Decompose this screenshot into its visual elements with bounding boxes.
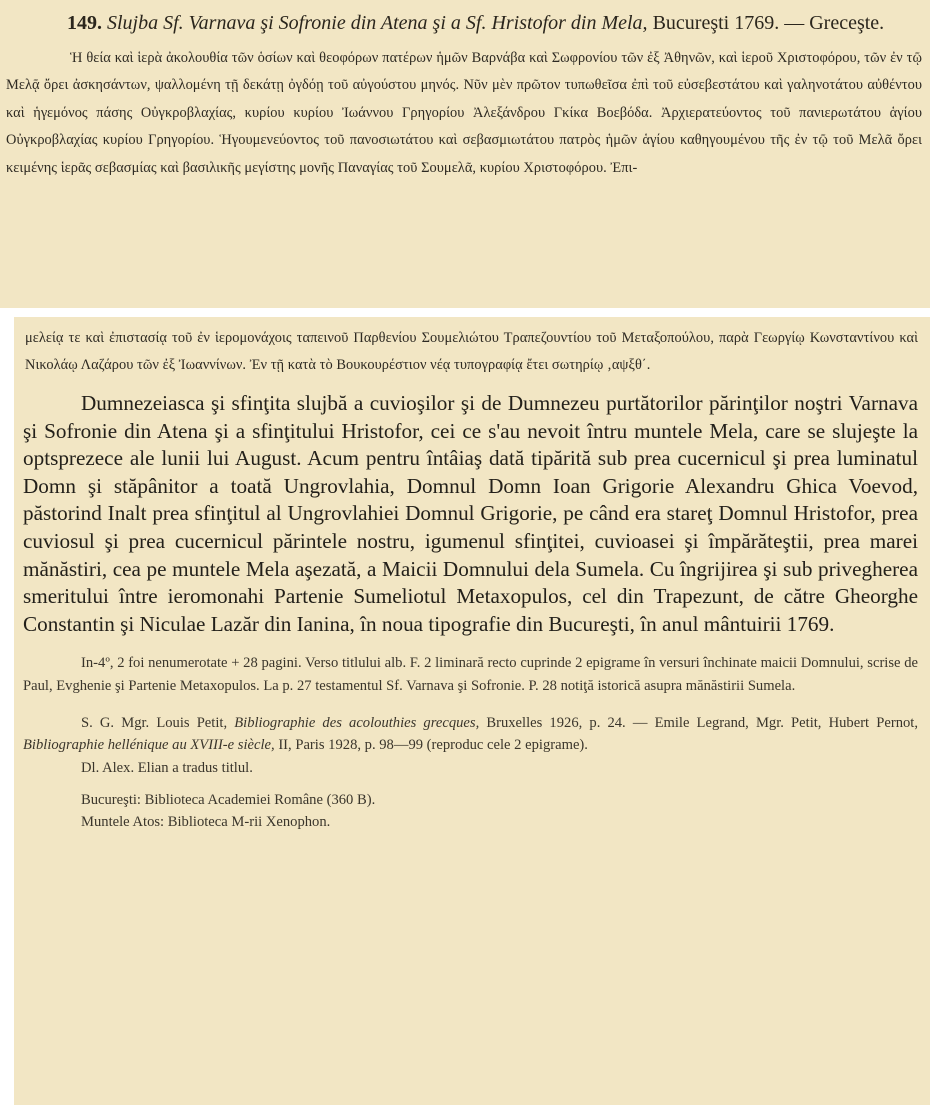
greek-title-continuation: μελείᾳ τε καὶ ἐπιστασίᾳ τοῦ ἐν ἱερομονάχοις ταπεινοῦ Παρθενίου Σουμελιώτου Τραπεζουντίου τοῦ Μεταξοπούλου, παρὰ Γεωργίῳ Κωνσταντίνου καὶ Νικολάῳ Λαζάρου τῶν ἐξ Ἰωαννίνων. Ἐν τῇ κατὰ τὸ Βουκουρέστιον νέᾳ τυπογραφίᾳ ἔτει σωτηρίῳ ‚αψξθ΄. — [25, 330, 918, 373]
entry-heading — [6, 10, 922, 37]
reference-part-2: Bruxelles 1926, p. 24. — Emile Legrand, Mgr. Petit, Hubert Pernot, — [479, 714, 918, 731]
bibliographic-references — [23, 712, 918, 757]
location-bucharest: Bucureşti: Biblioteca Academiei Române (360 B). — [81, 791, 376, 808]
entry-number: 149. — [67, 12, 102, 34]
translator-note: Dl. Alex. Elian a tradus titlul. — [81, 759, 253, 776]
reference-title-2: Bibliographie hellénique au XVIII-e siècle, — [23, 737, 275, 754]
romanian-translation: Dumnezeiasca şi sfinţita slujbă a cuvioşilor şi de Dumnezeu purtătorilor părinţilor noştri Varnava şi Sofronie din Atena şi a sfinţitului Hristofor, cei ce s'au nevoit întru muntele Mela, care se slujeşte la optsprezece ale lunii lui August. Acum pentru întâiaş dată tipărită sub prea cucernicul şi prea luminatul Domn şi stăpânitor a toată Ungrovlahia, Domnul Domn Ioan Grigorie Alexandru Ghica Voevod, păstorind Inalt prea sfinţitul al Ungrovlahiei Domnul Grigorie, pe când era stareţ Domnul Hristofor, prea cuviosul şi prea cucernicul părintele nostru, igumenul sfinţitei, cuvioasei şi împărăteştii, prea marei mănăstiri, cea pe muntele Mela aşezată, a Maicii Domnului dela Sumela. Cu îngrijirea şi sub privegherea smeritului între ieromonahi Partenie Sumeliotul Metaxopulos, cel din Trapezunt, de către Gheorghe Constantin şi Niculae Lazăr din Ianina, în noua tipografie din Bucureşti, în anul mântuirii 1769. — [23, 391, 918, 636]
physical-description: In-4º, 2 foi nenumerotate + 28 pagini. Verso titlului alb. F. 2 liminară recto cuprinde 2 epigrame în versuri închinate maicii Domnului, scrise de Paul, Evghenie şi Partenie Metaxopulos. La p. 27 testamentul Sf. Varnava şi Sofronie. P. 28 notiţă istorică asupra mănăstirii Sumela. — [23, 655, 918, 694]
entry-title: Slujba Sf. Varnava şi Sofronie din Atena şi a Sf. Hristofor din Mela, — [107, 12, 648, 34]
location-athos: Muntele Atos: Biblioteca M-rii Xenophon. — [81, 813, 331, 830]
reference-title-1: Bibliographie des acolouthies grecques, — [234, 714, 480, 731]
reference-part-1: S. G. Mgr. Louis Petit, — [81, 714, 235, 731]
spacer — [23, 779, 918, 789]
top-scan-fragment — [0, 0, 930, 308]
greek-title-text: Ἡ θεία καὶ ἱερὰ ἀκολουθία τῶν ὁσίων καὶ θεοφόρων πατέρων ἡμῶν Βαρνάβα καὶ Σωφρονίου τῶν ἐξ Ἀθηνῶν, καὶ ἱεροῦ Χριστοφόρου, τῶν ἐν τῷ Μελᾷ ὄρει ἀσκησάντων, ψαλλομένη τῇ δεκάτῃ ὀγδόῃ τοῦ αὐγούστου μηνός. Νῦν μὲν πρῶτον τυπωθεῖσα ἐπὶ τοῦ εὐσεβεστάτου καὶ γαληνοτάτου αὐθέντου καὶ ἡγεμόνος πάσης Οὐγκροβλαχίας, κυρίου κυρίου Ἰωάννου Γρηγορίου Ἀλεξάνδρου Γκίκα Βοεβόδα. Ἀρχιερατεύοντος τοῦ πανιερωτάτου ἁγίου Οὐγκροβλαχίας κυρίου Γρηγορίου. Ἡγουμενεύοντος τοῦ πανοσιωτάτου καὶ σεβασμιωτάτου πατρὸς ἡμῶν ἁγίου καθηγουμένου τῆς ἐν τῷ τοῦ Μελᾶ ὄρει κειμένης ἱερᾶς σεβασμίας καὶ βασιλικῆς μεγίστης μονῆς Παναγίας τοῦ Σουμελᾶ, κυρίου Χριστοφόρου. Ἐπι- — [6, 50, 922, 176]
reference-part-3: II, Paris 1928, p. 98—99 (reproduc cele 2 epigrame). — [274, 737, 588, 754]
bottom-scan-fragment — [14, 317, 930, 1105]
entry-place-date-language: Bucureşti 1769. — Greceşte. — [647, 12, 885, 34]
